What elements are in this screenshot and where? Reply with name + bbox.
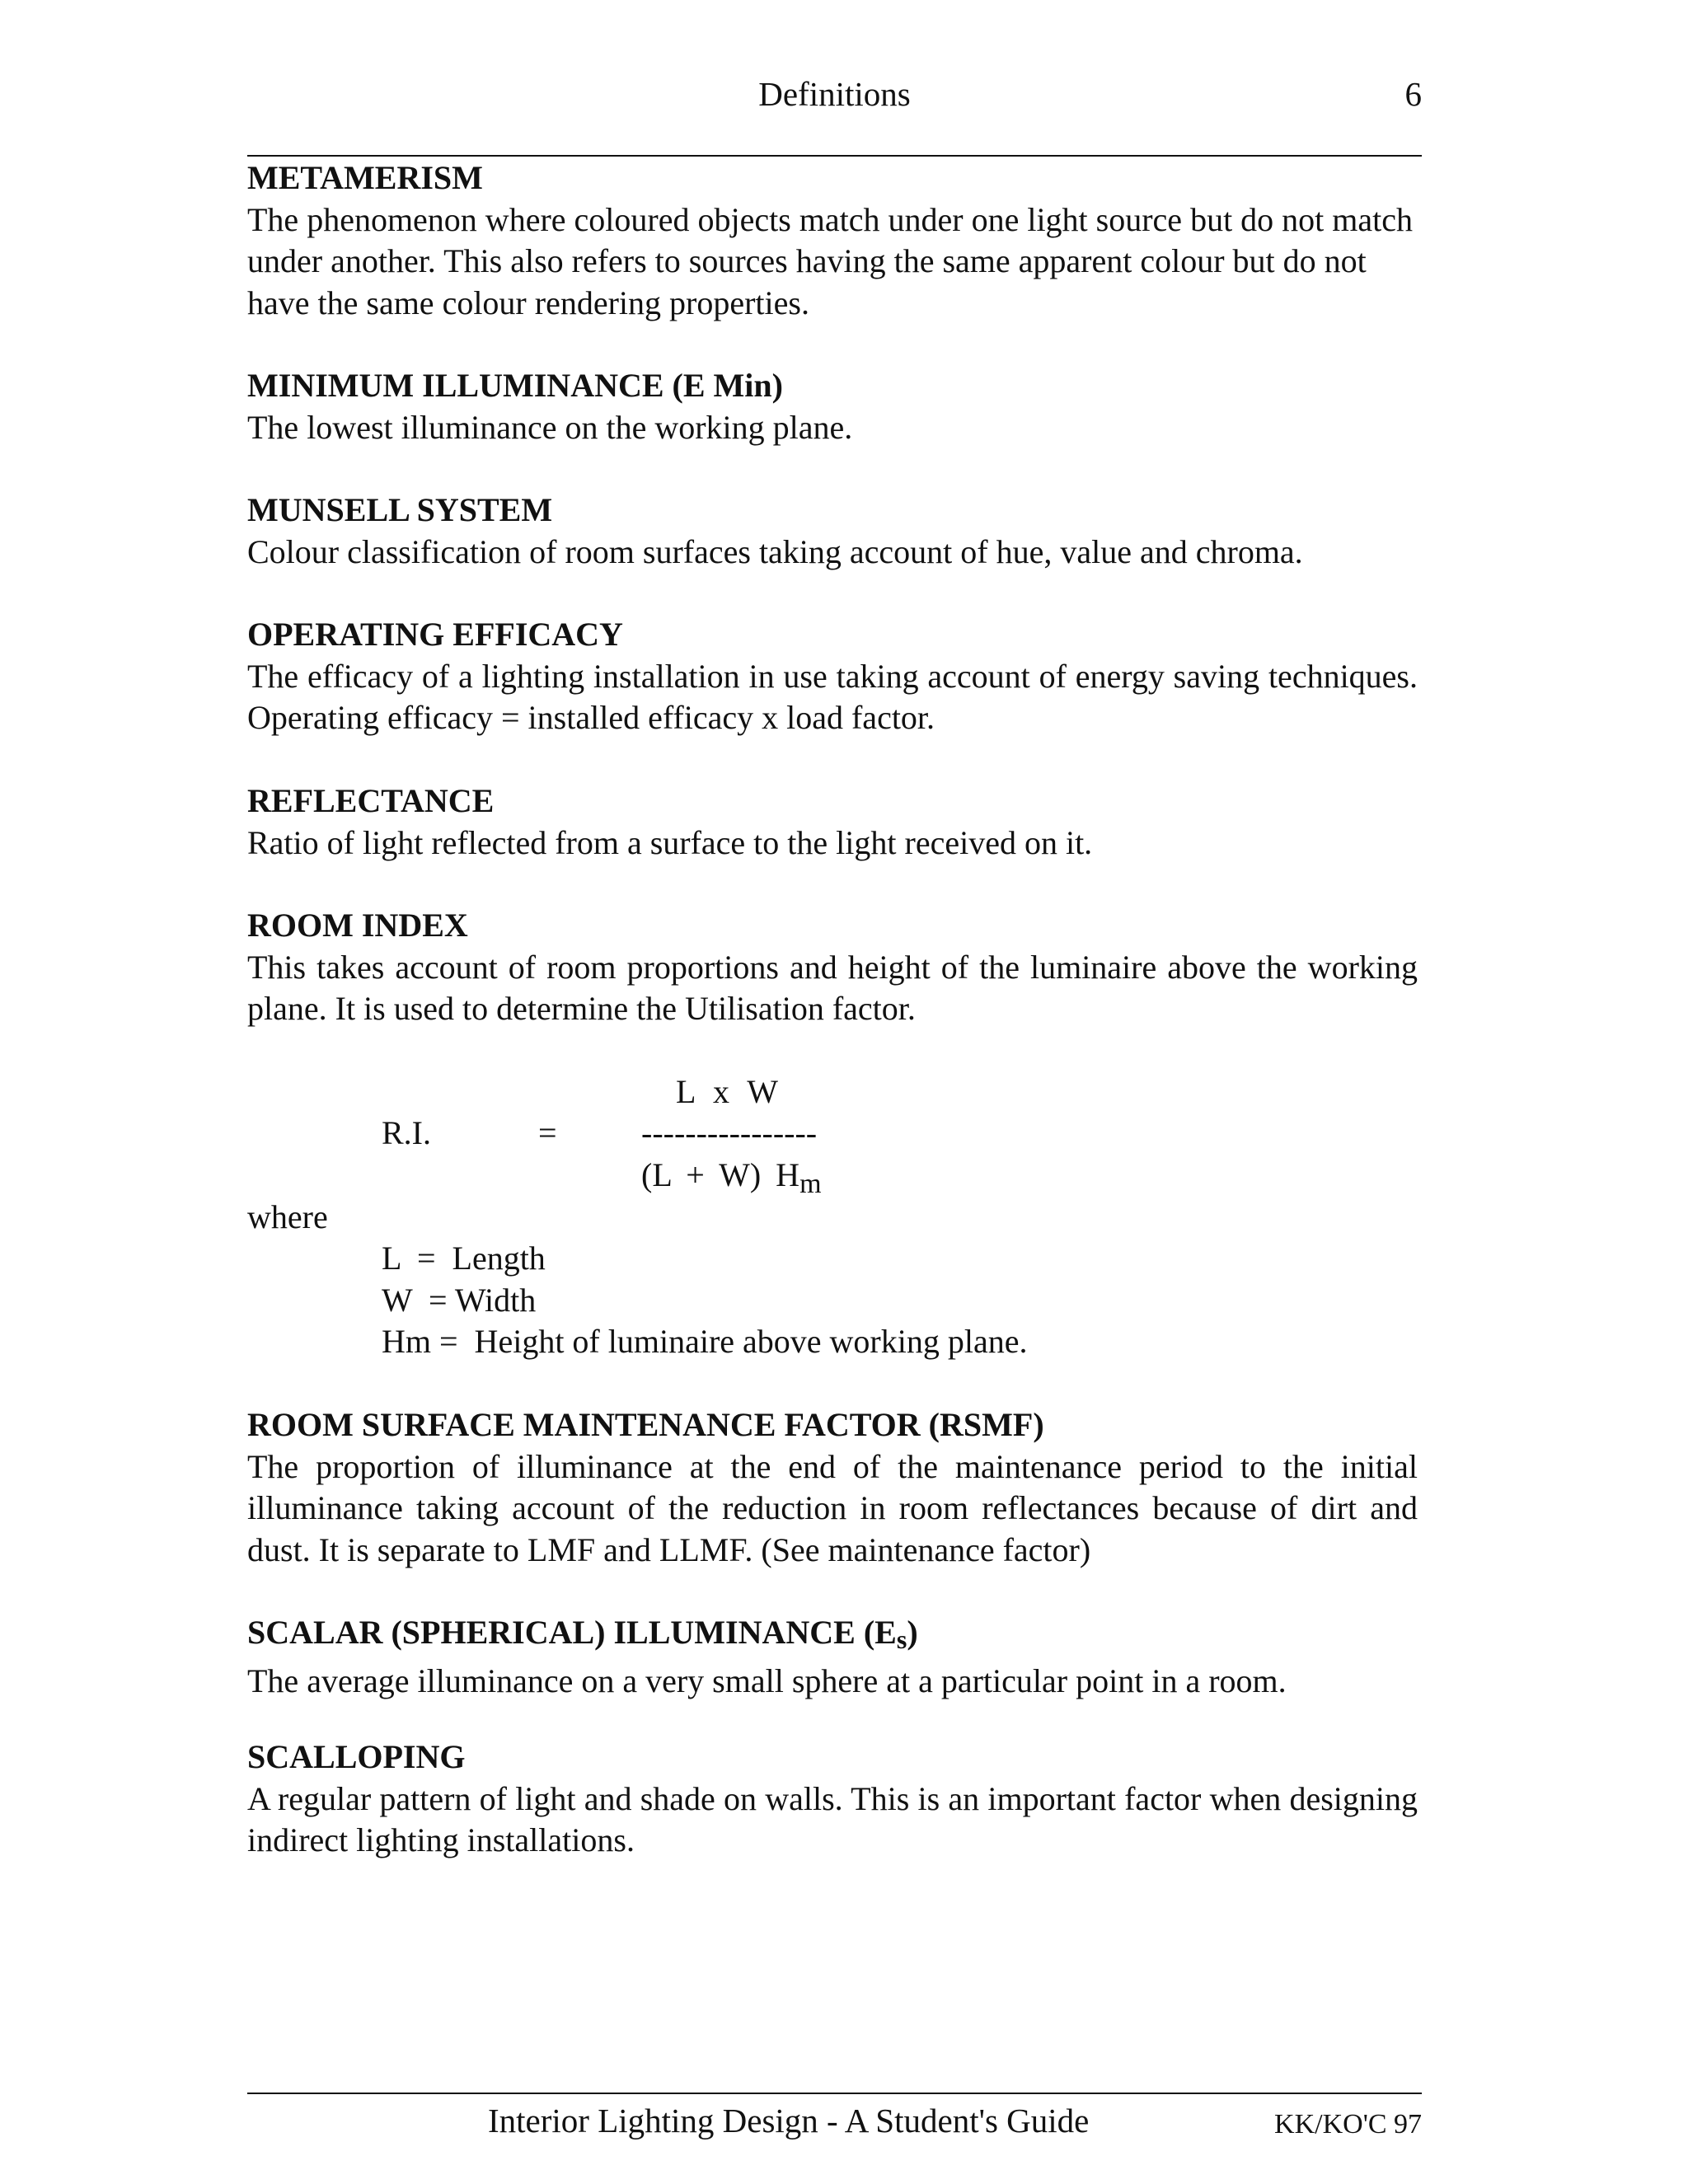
- formula-denominator-subscript: m: [799, 1169, 822, 1199]
- term-definition: A regular pattern of light and shade on walls. This is an important factor when designing indirect lighting installations.: [247, 1779, 1418, 1858]
- footer-rule: [247, 2093, 1422, 2094]
- where-item-width: W = Width: [382, 1281, 537, 1319]
- definition-entry-rsmf: [247, 1404, 1418, 1571]
- term-heading: SCALLOPING: [247, 1738, 466, 1775]
- definition-entry-metamerism: [247, 157, 1418, 324]
- definition-entry-operating-efficacy: [247, 614, 1418, 739]
- term-heading: ROOM INDEX: [247, 907, 468, 944]
- page-number: 6: [1404, 75, 1422, 113]
- term-definition: This takes account of room proportions and height of the luminaire above the working plane. It is used to determine the Utilisation factor.: [247, 948, 1418, 1027]
- header-title: Definitions: [758, 75, 911, 113]
- footer-title: Interior Lighting Design - A Student's Guide: [488, 2102, 1090, 2139]
- definition-entry-minimum-illuminance: [247, 365, 1418, 448]
- where-item-length: L = Length: [382, 1240, 546, 1277]
- where-item-height: Hm = Height of luminaire above working plane.: [382, 1323, 1028, 1360]
- definition-entry-munsell-system: [247, 490, 1418, 573]
- where-list: [382, 1238, 1027, 1363]
- term-heading: REFLECTANCE: [247, 782, 495, 819]
- term-heading: ROOM SURFACE MAINTENANCE FACTOR (RSMF): [247, 1406, 1044, 1443]
- page-footer: [247, 2101, 1422, 2150]
- term-subscript: s: [896, 1624, 907, 1654]
- formula-fraction-bar: ----------------: [641, 1114, 818, 1151]
- header-rule: [247, 155, 1422, 157]
- term-definition: The efficacy of a lighting installation in use taking account of energy saving techniques. Operating efficacy = installed efficacy x load factor.: [247, 657, 1418, 736]
- where-label: where: [247, 1198, 328, 1235]
- definition-entry-reflectance: [247, 780, 1418, 864]
- term-definition: The proportion of illuminance at the end of the maintenance period to the initial illuminance taking account of the reduction in room reflectances because of dirt and dust. It is separate to LMF and LLMF. (See maintenance factor): [247, 1447, 1418, 1568]
- term-heading: METAMERISM: [247, 159, 483, 196]
- term-definition: Colour classification of room surfaces taking account of hue, value and chroma.: [247, 532, 1303, 570]
- footer-code: KK/KO'C 97: [1274, 2109, 1422, 2139]
- formula-numerator: L x W: [676, 1073, 778, 1110]
- term-heading: MINIMUM ILLUMINANCE (E Min): [247, 367, 783, 404]
- term-definition: Ratio of light reflected from a surface to the light received on it.: [247, 823, 1093, 861]
- term-definition: The lowest illuminance on the working plane.: [247, 408, 853, 446]
- formula-lhs: R.I.: [382, 1114, 431, 1151]
- page-header: [247, 74, 1422, 124]
- formula-denominator: (L + W) $H_m$: [641, 1156, 822, 1199]
- definition-entry-scalloping: [247, 1736, 1418, 1862]
- term-heading: SCALAR (SPHERICAL) ILLUMINANCE $(E_s)$: [247, 1614, 918, 1654]
- term-definition: The phenomenon where coloured objects match under one light source but do not match under another. This also refers to sources having the same apparent colour but do not have the same colour rendering properties.: [247, 200, 1414, 321]
- term-heading: MUNSELL SYSTEM: [247, 491, 553, 528]
- term-definition: The average illuminance on a very small sphere at a particular point in a room.: [247, 1661, 1287, 1699]
- definition-entry-room-index: [247, 905, 1418, 1030]
- definition-entry-scalar-illuminance: [247, 1612, 1418, 1702]
- term-heading: OPERATING EFFICACY: [247, 616, 623, 653]
- formula-equals: =: [538, 1114, 557, 1151]
